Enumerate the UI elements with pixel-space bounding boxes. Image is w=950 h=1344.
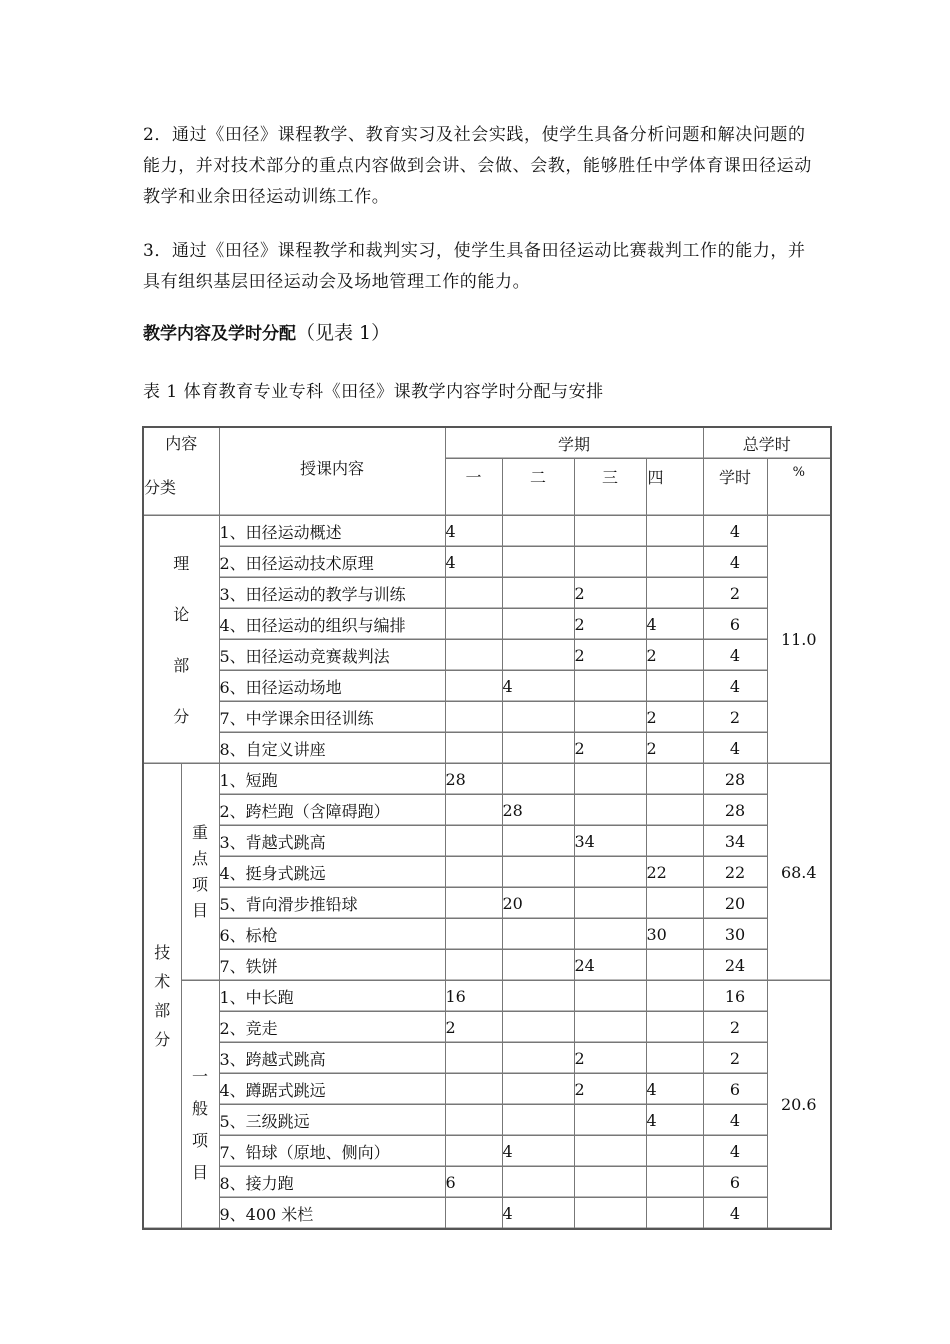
table-row bbox=[143, 1074, 831, 1105]
term2-cell bbox=[502, 981, 574, 1012]
term2-cell bbox=[502, 1012, 574, 1043]
term2-cell bbox=[502, 826, 574, 857]
header-hours: 学时 bbox=[703, 459, 767, 516]
header-row-1 bbox=[143, 427, 831, 459]
term3-cell bbox=[574, 919, 646, 950]
theory-percent: 11.0 bbox=[767, 516, 831, 764]
theory-label-char: 理 bbox=[173, 553, 190, 573]
table-row bbox=[143, 671, 831, 702]
term3-cell bbox=[574, 1136, 646, 1167]
term1-cell bbox=[445, 1105, 502, 1136]
hours-cell: 2 bbox=[703, 1043, 767, 1074]
term4-cell bbox=[646, 950, 703, 981]
term1-cell bbox=[445, 950, 502, 981]
item-cell: 8、自定义讲座 bbox=[219, 733, 445, 764]
theory-label-char: 部 bbox=[173, 655, 190, 675]
technique-label bbox=[143, 764, 181, 1230]
table-row bbox=[143, 1198, 831, 1230]
table-row bbox=[143, 640, 831, 671]
heading-main: 教学内容及学时分配 bbox=[143, 324, 296, 344]
term2-cell: 28 bbox=[502, 795, 574, 826]
term4-cell: 2 bbox=[646, 640, 703, 671]
term1-cell: 16 bbox=[445, 981, 502, 1012]
hours-cell: 28 bbox=[703, 764, 767, 795]
term2-cell bbox=[502, 609, 574, 640]
key-items-label-char: 重 bbox=[191, 823, 208, 842]
term2-cell bbox=[502, 1105, 574, 1136]
term3-cell: 34 bbox=[574, 826, 646, 857]
header-category-bottom: 分类 bbox=[144, 478, 177, 497]
term2-cell bbox=[502, 1074, 574, 1105]
table-row bbox=[143, 578, 831, 609]
term4-cell bbox=[646, 547, 703, 578]
table-caption: 表 1 体育教育专业专科《田径》课教学内容学时分配与安排 bbox=[143, 382, 604, 402]
table-row bbox=[143, 516, 831, 547]
term1-cell bbox=[445, 1074, 502, 1105]
term2-cell: 4 bbox=[502, 1198, 574, 1230]
term3-cell: 2 bbox=[574, 1043, 646, 1074]
technique-label-char: 技 bbox=[154, 943, 171, 962]
term4-cell bbox=[646, 888, 703, 919]
table-row bbox=[143, 888, 831, 919]
hours-cell: 2 bbox=[703, 1012, 767, 1043]
term1-cell bbox=[445, 795, 502, 826]
term4-cell bbox=[646, 826, 703, 857]
item-cell: 6、标枪 bbox=[219, 919, 445, 950]
item-cell: 7、铅球（原地、侧向） bbox=[219, 1136, 445, 1167]
item-cell: 8、接力跑 bbox=[219, 1167, 445, 1198]
term3-cell: 24 bbox=[574, 950, 646, 981]
key-items-label-char: 项 bbox=[191, 875, 208, 894]
hours-cell: 6 bbox=[703, 1074, 767, 1105]
term1-cell: 4 bbox=[445, 547, 502, 578]
item-cell: 3、田径运动的教学与训练 bbox=[219, 578, 445, 609]
term4-cell: 2 bbox=[646, 702, 703, 733]
hours-cell: 24 bbox=[703, 950, 767, 981]
term3-cell bbox=[574, 547, 646, 578]
hours-cell: 22 bbox=[703, 857, 767, 888]
term1-cell bbox=[445, 919, 502, 950]
term3-cell: 2 bbox=[574, 640, 646, 671]
term3-cell bbox=[574, 888, 646, 919]
table-row bbox=[143, 733, 831, 764]
term3-cell bbox=[574, 671, 646, 702]
paragraph-objective-3: 3．通过《田径》课程教学和裁判实习，使学生具备田径运动比赛裁判工作的能力，并具有组织基层田径运动会及场地管理工作的能力。 bbox=[143, 241, 806, 292]
table-row bbox=[143, 1136, 831, 1167]
term4-cell bbox=[646, 764, 703, 795]
term4-cell: 22 bbox=[646, 857, 703, 888]
header-category bbox=[143, 427, 219, 516]
hours-cell: 4 bbox=[703, 547, 767, 578]
term1-cell bbox=[445, 702, 502, 733]
table-row bbox=[143, 1105, 831, 1136]
term3-cell: 2 bbox=[574, 609, 646, 640]
term1-cell: 2 bbox=[445, 1012, 502, 1043]
table-row bbox=[143, 764, 831, 795]
key-items-label-char: 点 bbox=[191, 849, 208, 868]
term2-cell bbox=[502, 1043, 574, 1074]
term2-cell bbox=[502, 640, 574, 671]
term4-cell bbox=[646, 578, 703, 609]
term1-cell bbox=[445, 1198, 502, 1230]
table-row bbox=[143, 609, 831, 640]
header-term-1: 一 bbox=[445, 459, 502, 516]
key-items-label-char: 目 bbox=[191, 901, 208, 920]
header-percent: % bbox=[767, 459, 831, 516]
header-term-3: 三 bbox=[574, 459, 646, 516]
technique-label-char: 术 bbox=[154, 972, 171, 991]
hours-cell: 16 bbox=[703, 981, 767, 1012]
header-term-2: 二 bbox=[502, 459, 574, 516]
key-percent: 68.4 bbox=[767, 764, 831, 981]
general-items-label bbox=[181, 981, 219, 1230]
item-cell: 2、竞走 bbox=[219, 1012, 445, 1043]
term4-cell bbox=[646, 1167, 703, 1198]
general-items-label-char: 一 bbox=[191, 1066, 208, 1086]
item-cell: 3、背越式跳高 bbox=[219, 826, 445, 857]
hours-cell: 2 bbox=[703, 702, 767, 733]
table-row bbox=[143, 1043, 831, 1074]
hours-cell: 30 bbox=[703, 919, 767, 950]
term3-cell bbox=[574, 516, 646, 547]
term3-cell bbox=[574, 1167, 646, 1198]
term3-cell bbox=[574, 981, 646, 1012]
term4-cell bbox=[646, 981, 703, 1012]
hours-cell: 4 bbox=[703, 733, 767, 764]
term1-cell bbox=[445, 671, 502, 702]
term4-cell bbox=[646, 1043, 703, 1074]
table-row bbox=[143, 1012, 831, 1043]
general-items-label-char: 目 bbox=[191, 1162, 208, 1182]
item-cell: 5、背向滑步推铅球 bbox=[219, 888, 445, 919]
term1-cell: 4 bbox=[445, 516, 502, 547]
item-cell: 5、田径运动竞赛裁判法 bbox=[219, 640, 445, 671]
item-cell: 3、跨越式跳高 bbox=[219, 1043, 445, 1074]
table-row bbox=[143, 981, 831, 1012]
term1-cell bbox=[445, 609, 502, 640]
theory-label bbox=[143, 516, 219, 764]
term2-cell bbox=[502, 578, 574, 609]
table-row bbox=[143, 1167, 831, 1198]
term2-cell: 4 bbox=[502, 1136, 574, 1167]
term3-cell bbox=[574, 857, 646, 888]
table-row bbox=[143, 857, 831, 888]
item-cell: 9、400 米栏 bbox=[219, 1198, 445, 1230]
hours-table bbox=[142, 426, 832, 1230]
term4-cell bbox=[646, 795, 703, 826]
term2-cell bbox=[502, 919, 574, 950]
hours-cell: 6 bbox=[703, 1167, 767, 1198]
technique-label-char: 部 bbox=[154, 1001, 171, 1020]
table-row bbox=[143, 795, 831, 826]
general-percent: 20.6 bbox=[767, 981, 831, 1230]
term3-cell: 2 bbox=[574, 733, 646, 764]
term3-cell: 2 bbox=[574, 578, 646, 609]
table-row bbox=[143, 826, 831, 857]
heading-paren: （见表 1） bbox=[296, 322, 391, 344]
hours-cell: 4 bbox=[703, 516, 767, 547]
term4-cell bbox=[646, 1012, 703, 1043]
table-row bbox=[143, 702, 831, 733]
hours-cell: 4 bbox=[703, 1198, 767, 1230]
term4-cell: 4 bbox=[646, 1105, 703, 1136]
term3-cell bbox=[574, 1105, 646, 1136]
theory-label-char: 论 bbox=[173, 604, 190, 624]
term1-cell bbox=[445, 578, 502, 609]
header-total: 总学时 bbox=[703, 427, 831, 459]
table-row bbox=[143, 919, 831, 950]
header-term-4: 四 bbox=[646, 459, 703, 516]
term3-cell bbox=[574, 1198, 646, 1230]
term4-cell bbox=[646, 671, 703, 702]
term1-cell bbox=[445, 1043, 502, 1074]
key-items-label bbox=[181, 764, 219, 981]
hours-cell: 4 bbox=[703, 1105, 767, 1136]
theory-label-char: 分 bbox=[173, 706, 190, 726]
hours-cell: 34 bbox=[703, 826, 767, 857]
hours-cell: 4 bbox=[703, 1136, 767, 1167]
term1-cell bbox=[445, 826, 502, 857]
hours-cell: 28 bbox=[703, 795, 767, 826]
item-cell: 7、中学课余田径训练 bbox=[219, 702, 445, 733]
term2-cell bbox=[502, 764, 574, 795]
term1-cell bbox=[445, 640, 502, 671]
term4-cell: 2 bbox=[646, 733, 703, 764]
term3-cell bbox=[574, 764, 646, 795]
term4-cell: 4 bbox=[646, 1074, 703, 1105]
item-cell: 7、铁饼 bbox=[219, 950, 445, 981]
hours-cell: 6 bbox=[703, 609, 767, 640]
item-cell: 1、中长跑 bbox=[219, 981, 445, 1012]
item-cell: 4、挺身式跳远 bbox=[219, 857, 445, 888]
term4-cell: 4 bbox=[646, 609, 703, 640]
item-cell: 5、三级跳远 bbox=[219, 1105, 445, 1136]
term2-cell bbox=[502, 702, 574, 733]
hours-cell: 4 bbox=[703, 640, 767, 671]
term1-cell: 28 bbox=[445, 764, 502, 795]
table-row bbox=[143, 547, 831, 578]
header-term: 学期 bbox=[445, 427, 703, 459]
header-category-top: 内容 bbox=[165, 434, 198, 453]
general-items-label-char: 般 bbox=[191, 1098, 208, 1118]
item-cell: 6、田径运动场地 bbox=[219, 671, 445, 702]
item-cell: 1、田径运动概述 bbox=[219, 516, 445, 547]
item-cell: 2、田径运动技术原理 bbox=[219, 547, 445, 578]
item-cell: 4、蹲踞式跳远 bbox=[219, 1074, 445, 1105]
term3-cell bbox=[574, 702, 646, 733]
term1-cell bbox=[445, 888, 502, 919]
term2-cell bbox=[502, 516, 574, 547]
term2-cell bbox=[502, 733, 574, 764]
term3-cell bbox=[574, 795, 646, 826]
term4-cell bbox=[646, 1136, 703, 1167]
term1-cell bbox=[445, 1136, 502, 1167]
section-heading bbox=[143, 318, 390, 345]
term4-cell: 30 bbox=[646, 919, 703, 950]
hours-cell: 4 bbox=[703, 671, 767, 702]
item-cell: 1、短跑 bbox=[219, 764, 445, 795]
term4-cell bbox=[646, 1198, 703, 1230]
term2-cell: 4 bbox=[502, 671, 574, 702]
term2-cell bbox=[502, 857, 574, 888]
term2-cell: 20 bbox=[502, 888, 574, 919]
term1-cell bbox=[445, 857, 502, 888]
item-cell: 4、田径运动的组织与编排 bbox=[219, 609, 445, 640]
term2-cell bbox=[502, 950, 574, 981]
item-cell: 2、跨栏跑（含障碍跑） bbox=[219, 795, 445, 826]
paragraph-objective-2: 2．通过《田径》课程教学、教育实习及社会实践，使学生具备分析问题和解决问题的能力，并对技术部分的重点内容做到会讲、会做、会教，能够胜任中学体育课田径运动教学和业余田径运动训练工作。 bbox=[143, 125, 812, 207]
term2-cell bbox=[502, 547, 574, 578]
term1-cell: 6 bbox=[445, 1167, 502, 1198]
header-content: 授课内容 bbox=[219, 427, 445, 516]
term2-cell bbox=[502, 1167, 574, 1198]
term4-cell bbox=[646, 516, 703, 547]
term1-cell bbox=[445, 733, 502, 764]
hours-cell: 2 bbox=[703, 578, 767, 609]
table-row bbox=[143, 950, 831, 981]
hours-cell: 20 bbox=[703, 888, 767, 919]
general-items-label-char: 项 bbox=[191, 1130, 208, 1150]
technique-label-char: 分 bbox=[154, 1030, 171, 1049]
term3-cell: 2 bbox=[574, 1074, 646, 1105]
term3-cell bbox=[574, 1012, 646, 1043]
